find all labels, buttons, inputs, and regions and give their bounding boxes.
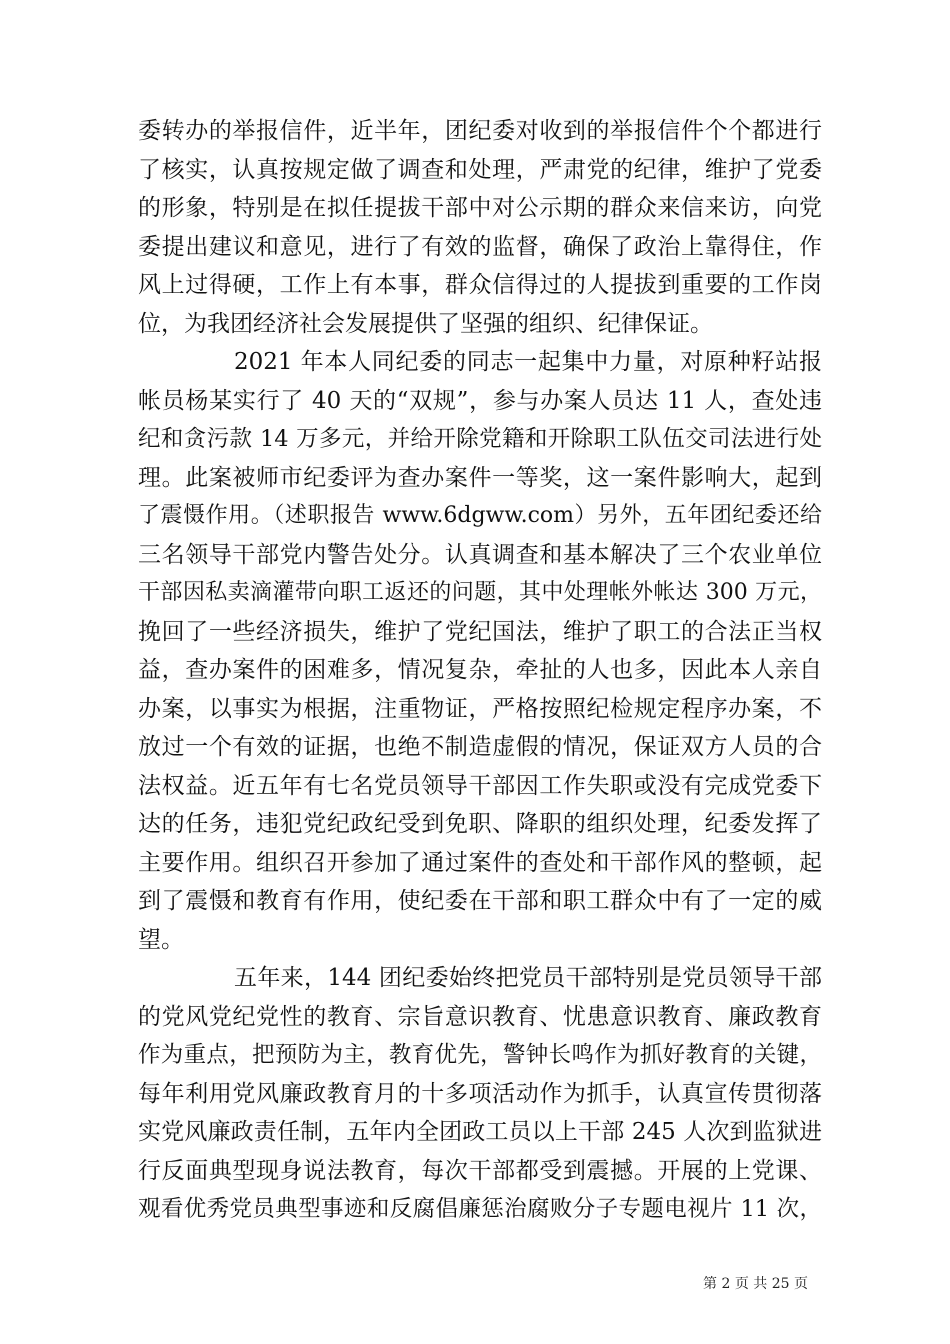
text-line: 达的任务，违犯党纪政纪受到免职、降职的组织处理，纪委发挥了 (138, 811, 822, 837)
text-line: 行反面典型现身说法教育，每次干部都受到震撼。开展的上党课、 (138, 1157, 822, 1184)
text-line: 帐员杨某实行了 40 天的“双规”，参与办案人员达 11 人，查处违 (138, 387, 822, 414)
text-line: 风上过得硬，工作上有本事，群众信得过的人提拔到重要的工作岗 (138, 272, 822, 298)
text-line: 每年利用党风廉政教育月的十多项活动作为抓手，认真宣传贯彻落 (138, 1080, 822, 1107)
text-line: 挽回了一些经济损失，维护了党纪国法，维护了职工的合法正当权 (138, 618, 822, 645)
text-line: 到了震慑和教育有作用，使纪委在干部和职工群众中有了一定的威 (138, 888, 822, 914)
text-line: 三名领导干部党内警告处分。认真调查和基本解决了三个农业单位 (138, 541, 822, 568)
text-line: 了核实，认真按规定做了调查和处理，严肃党的纪律，维护了党委 (138, 156, 822, 183)
text-line: 干部因私卖滴灌带向职工返还的问题，其中处理帐外帐达 300 万元， (138, 580, 822, 605)
text-line: 2021 年本人同纪委的同志一起集中力量，对原种籽站报 (234, 349, 822, 375)
text-line: 望。 (138, 926, 184, 953)
text-line: 委转办的举报信件，近半年，团纪委对收到的举报信件个个都进行 (138, 118, 822, 144)
text-line: 作为重点，把预防为主，教育优先，警钟长鸣作为抓好教育的关键， (138, 1042, 822, 1068)
text-line: 了震慑作用。（述职报告 www.6dgww.com）另外，五年团纪委还给 (138, 503, 822, 528)
page-number: 第 2 页 共 25 页 (703, 1276, 808, 1292)
document-body (138, 112, 822, 1229)
text-line: 主要作用。组织召开参加了通过案件的查处和干部作风的整顿，起 (138, 849, 822, 876)
text-line: 位，为我团经济社会发展提供了坚强的组织、纪律保证。 (138, 310, 713, 337)
text-line: 益，查办案件的困难多，情况复杂，牵扯的人也多，因此本人亲自 (138, 657, 822, 683)
text-line: 理。此案被师市纪委评为查办案件一等奖，这一案件影响大，起到 (138, 464, 822, 491)
text-line: 办案，以事实为根据，注重物证，严格按照纪检规定程序办案，不 (138, 695, 822, 722)
text-line: 五年来，144 团纪委始终把党员干部特别是党员领导干部 (234, 965, 822, 991)
text-line: 委提出建议和意见，进行了有效的监督，确保了政治上靠得住，作 (138, 233, 822, 260)
text-line: 纪和贪污款 14 万多元，并给开除党籍和开除职工队伍交司法进行处 (138, 426, 822, 452)
text-line: 观看优秀党员典型事迹和反腐倡廉惩治腐败分子专题电视片 11 次， (138, 1196, 822, 1222)
text-line: 的形象，特别是在拟任提拔干部中对公示期的群众来信来访，向党 (138, 195, 822, 221)
text-line: 实党风廉政责任制，五年内全团政工员以上干部 245 人次到监狱进 (138, 1119, 822, 1145)
text-line: 法权益。近五年有七名党员领导干部因工作失职或没有完成党委下 (138, 772, 822, 799)
text-line: 放过一个有效的证据，也绝不制造虚假的情况，保证双方人员的合 (138, 734, 822, 760)
text-line: 的党风党纪党性的教育、宗旨意识教育、忧患意识教育、廉政教育 (138, 1003, 822, 1030)
